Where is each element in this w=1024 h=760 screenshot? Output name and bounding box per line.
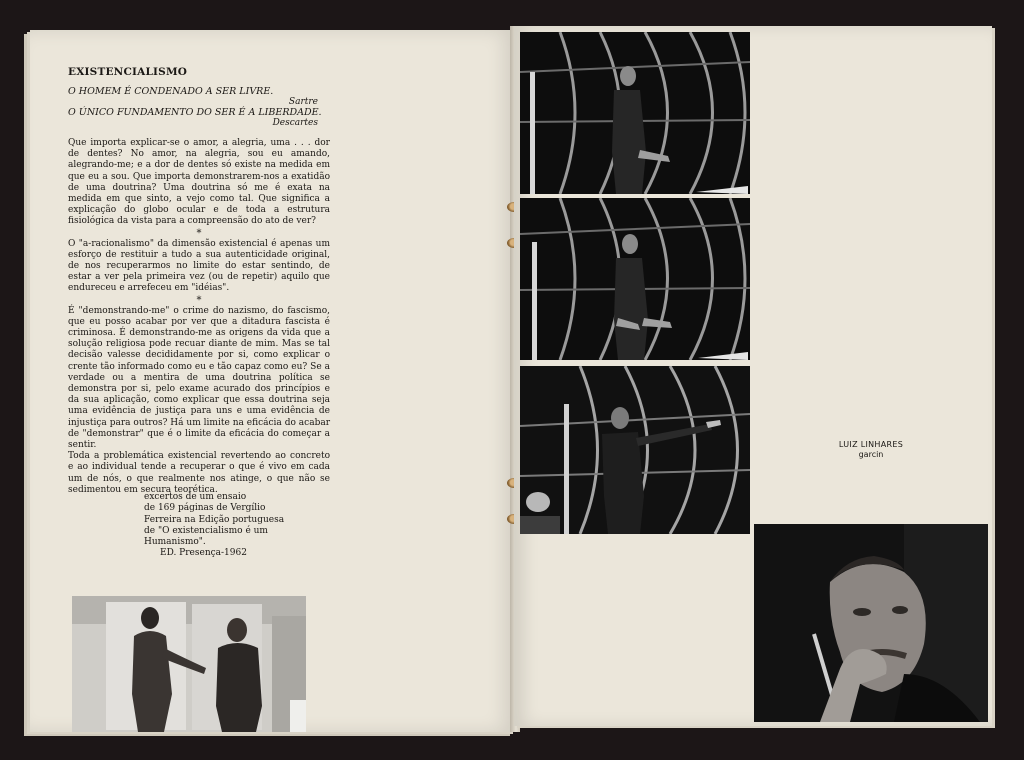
portrait-caption [754,440,988,460]
essay-paragraph-3: É "demonstrando-me" o crime do nazismo, do fascismo, que eu posso acabar por ver que a ditadura fascista é criminosa. É demonstrando-me as origens da vida que a solução religiosa pode recuar diante de mim. Mas se tal decisão valesse decididamente por si, como explicar o crente tão informado como eu e tão capaz como eu? Se a verdade ou a mentira de uma doutrina política se demonstra por si, pelo exame acurado dos princípios e da sua aplicação, como explicar que essa doutrina seja uma evidência de justiça para uns e uma evidência de injustiça para outros? Há um limite na eficácia do acabar de "demonstrar" que é o limite da eficácia do começar a sentir. [68,305,330,451]
stage-photo-1 [520,32,750,194]
character-name: garcin [858,450,884,459]
essay-paragraph-4: Toda a problemática existencial revertendo ao concreto e ao individual tende a recuperar o que é vivo em cada um de nós, o que realmente nos atinge, o que não se sedimentou em secura teorética. [68,451,330,495]
epigraph-author-descartes: Descartes [272,118,318,128]
stage-photo-3 [520,366,750,534]
essay-text-block [68,66,330,496]
credit-line: excertos de um ensaio [144,492,247,502]
essay-paragraph-2: O "a-racionalismo" da dimensão existencial é apenas um esforço de restituir a tudo a sua autenticidade original, de nos recuperarmos no limite do estar sentindo, de estar a ver pela primeira vez (ou de repetir) aquilo que endureceu e arrefeceu em "idéias". [68,238,330,294]
right-page [514,26,992,726]
essay-paragraph-1: Que importa explicar-se o amor, a alegria, uma . . . dor de dentes? No amor, na alegria, sou eu amando, alegrando-me; e a dor de dentes só existe na medida em que eu a sou. Que importa demonstrarem-nos a exatidão de uma doutrina? Uma doutrina só me é exata na medida em que sinto, a vejo como tal. Que significa a explicação do globo ocular e de toda a estrutura fisiológica da vista para a compreensão do ato de ver? [68,138,330,227]
epigraph-author-sartre: Sartre [288,97,318,107]
actor-portrait [754,524,988,722]
rehearsal-photo [72,596,306,732]
stage-photo-2 [520,198,750,360]
credit-line: de 169 páginas de Vergílio [144,503,266,514]
credit-line: de "O existencialismo é um [144,525,268,536]
epigraph-sartre: O HOMEM É CONDENADO A SER LIVRE. [68,86,274,97]
epigraph-descartes: O ÚNICO FUNDAMENTO DO SER É A LIBERDADE. [68,107,322,118]
credit-line: Humanismo". [144,537,206,548]
section-separator-2: * [196,294,202,306]
section-separator-1: * [196,227,202,239]
essay-heading: EXISTENCIALISMO [68,66,188,78]
credit-line: Ferreira na Edição portuguesa [144,514,285,525]
publisher-line: ED. Presença-1962 [160,548,247,559]
actor-name: LUIZ LINHARES [838,440,904,449]
source-credit [144,492,304,560]
left-page [30,30,516,732]
